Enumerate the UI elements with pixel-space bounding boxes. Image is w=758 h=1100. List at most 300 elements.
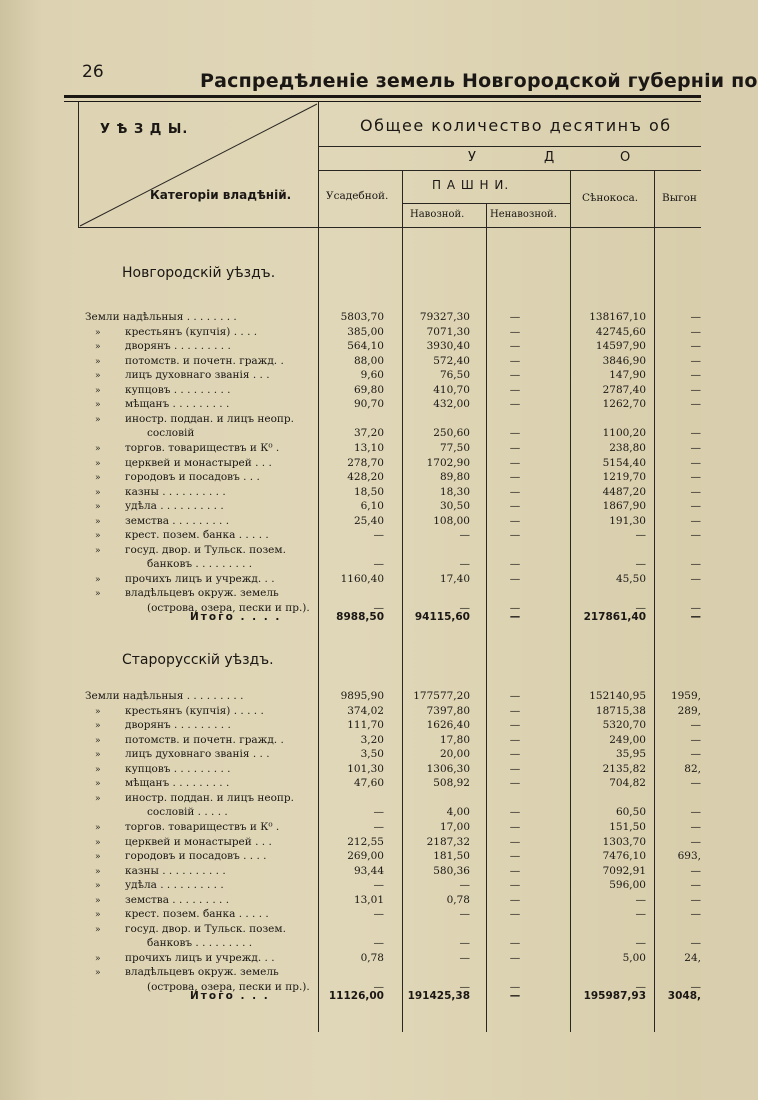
table-cell: — bbox=[509, 762, 521, 775]
row-label-text: (острова, озера, пески и пр.). bbox=[147, 602, 310, 614]
table-row bbox=[0, 514, 701, 529]
table-cell: — bbox=[690, 602, 701, 614]
table-cell: 42745,60 bbox=[595, 325, 646, 338]
table-row bbox=[0, 354, 701, 369]
table-cell: 24, bbox=[684, 951, 701, 964]
table-cell: — bbox=[509, 340, 521, 353]
table-cell: 7092,91 bbox=[602, 864, 646, 877]
table-cell: — bbox=[690, 879, 701, 892]
table-row bbox=[0, 485, 701, 500]
ditto-mark-icon: » bbox=[95, 458, 101, 469]
table-cell: — bbox=[690, 471, 701, 484]
ditto-mark-icon: » bbox=[95, 953, 101, 964]
table-cell: — bbox=[509, 514, 521, 527]
row-label-text: сословій bbox=[147, 427, 195, 440]
ditto-mark-icon: » bbox=[95, 750, 101, 761]
table-cell: — bbox=[635, 529, 646, 542]
table-row bbox=[0, 572, 701, 587]
table-cell: — bbox=[690, 733, 701, 746]
table-cell: 177577,20 bbox=[413, 690, 470, 702]
table-cell: 269,00 bbox=[347, 850, 384, 863]
pashni-header: П А Ш Н И. bbox=[432, 178, 510, 192]
ditto-mark-icon: » bbox=[95, 895, 101, 906]
table-cell: — bbox=[635, 602, 646, 614]
row-label-text: сословій . . . . . bbox=[147, 806, 228, 819]
row-label-text: мѣщанъ . . . . . . . . . bbox=[125, 777, 230, 790]
navoznoy-header: Навозной. bbox=[410, 209, 465, 220]
table-row bbox=[0, 805, 701, 820]
table-cell: — bbox=[509, 398, 521, 411]
ditto-mark-icon: » bbox=[95, 779, 101, 790]
table-cell: 89,80 bbox=[439, 471, 470, 484]
table-row bbox=[0, 849, 701, 864]
table-row bbox=[0, 325, 701, 340]
table-cell: 289, bbox=[677, 704, 701, 717]
ditto-mark-icon: » bbox=[95, 881, 101, 892]
table-cell: 1867,90 bbox=[602, 500, 646, 513]
row-label bbox=[95, 805, 327, 820]
row-label-text: казны . . . . . . . . . . bbox=[125, 485, 226, 498]
table-cell: 693, bbox=[677, 850, 701, 863]
row-label-text: церквей и монастырей . . . bbox=[125, 456, 272, 469]
table-cell: 17,80 bbox=[439, 733, 470, 746]
table-cell: — bbox=[509, 806, 521, 819]
total-desyatin-header: Общее количество десятинъ об bbox=[360, 116, 672, 135]
table-cell: 1303,70 bbox=[602, 835, 646, 848]
table-cell: — bbox=[509, 427, 521, 440]
table-cell: 111,70 bbox=[347, 719, 384, 732]
total-cell: 3048, bbox=[667, 990, 701, 1002]
table-cell: 151,50 bbox=[609, 820, 646, 833]
table-cell: 77,50 bbox=[439, 441, 470, 454]
table-cell: — bbox=[459, 558, 470, 571]
ditto-mark-icon: » bbox=[95, 822, 101, 833]
total-cell: 217861,40 bbox=[583, 611, 646, 623]
table-cell: 35,95 bbox=[615, 748, 646, 761]
table-cell: — bbox=[690, 369, 701, 382]
table-cell: 1306,30 bbox=[426, 762, 470, 775]
table-cell: — bbox=[690, 864, 701, 877]
table-cell: — bbox=[690, 937, 701, 950]
table-cell: 2787,40 bbox=[602, 383, 646, 396]
table-cell: 101,30 bbox=[347, 762, 384, 775]
total-label: Итого . . . . bbox=[190, 611, 282, 623]
table-cell: — bbox=[509, 471, 521, 484]
row-label-text: иностр. поддан. и лицъ неопр. bbox=[125, 412, 294, 425]
table-row bbox=[0, 951, 701, 966]
table-row bbox=[0, 776, 701, 791]
row-label-text: городовъ и посадовъ . . . . bbox=[125, 850, 267, 863]
row-label-text: крестьянъ (купчія) . . . . . bbox=[125, 704, 264, 717]
table-row bbox=[0, 864, 701, 879]
row-label-text: мѣщанъ . . . . . . . . . bbox=[125, 398, 230, 411]
table-row bbox=[0, 557, 701, 572]
table-cell: — bbox=[459, 951, 470, 964]
table-cell: 181,50 bbox=[433, 850, 470, 863]
table-cell: — bbox=[373, 806, 384, 819]
nenavoznoy-header: Ненавозной. bbox=[490, 209, 557, 220]
table-cell: 17,00 bbox=[439, 820, 470, 833]
row-label-text: дворянъ . . . . . . . . . bbox=[125, 719, 231, 732]
table-cell: — bbox=[690, 456, 701, 469]
table-cell: 152140,95 bbox=[589, 690, 646, 702]
table-row bbox=[0, 762, 701, 777]
table-cell: — bbox=[509, 748, 521, 761]
table-cell: 3,20 bbox=[360, 733, 384, 746]
table-cell: — bbox=[509, 311, 521, 323]
table-cell: — bbox=[690, 908, 701, 921]
table-cell: 138167,10 bbox=[589, 311, 646, 323]
table-cell: — bbox=[509, 719, 521, 732]
table-row bbox=[0, 397, 701, 412]
table-cell: 4487,20 bbox=[602, 485, 646, 498]
row-label-text: удѣла . . . . . . . . . . bbox=[125, 500, 224, 513]
table-cell: — bbox=[373, 529, 384, 542]
table-cell: — bbox=[690, 529, 701, 542]
table-row bbox=[0, 791, 701, 806]
ditto-mark-icon: » bbox=[95, 516, 101, 527]
table-cell: 212,55 bbox=[347, 835, 384, 848]
table-row bbox=[0, 835, 701, 850]
table-cell: 18715,38 bbox=[595, 704, 646, 717]
table-cell: 90,70 bbox=[353, 398, 384, 411]
table-cell: — bbox=[509, 690, 521, 702]
table-row bbox=[0, 456, 701, 471]
ditto-mark-icon: » bbox=[95, 589, 101, 600]
table-cell: — bbox=[509, 383, 521, 396]
table-row bbox=[0, 586, 701, 601]
table-cell: 9,60 bbox=[360, 369, 384, 382]
table-row bbox=[0, 470, 701, 485]
table-cell: 5154,40 bbox=[602, 456, 646, 469]
table-cell: 374,02 bbox=[347, 704, 384, 717]
table-cell: — bbox=[509, 864, 521, 877]
table-row bbox=[0, 499, 701, 514]
table-cell: — bbox=[690, 441, 701, 454]
table-cell: 596,00 bbox=[609, 879, 646, 892]
table-row bbox=[0, 528, 701, 543]
table-cell: 5803,70 bbox=[340, 311, 384, 323]
table-row bbox=[0, 878, 701, 893]
table-row bbox=[0, 893, 701, 908]
row-label-text: лицъ духовнаго званія . . . bbox=[125, 369, 270, 382]
table-cell: 37,20 bbox=[353, 427, 384, 440]
table-cell: — bbox=[509, 354, 521, 367]
table-cell: — bbox=[509, 777, 521, 790]
table-cell: — bbox=[373, 558, 384, 571]
table-cell: 69,80 bbox=[353, 383, 384, 396]
row-label-text: церквей и монастырей . . . bbox=[125, 835, 272, 848]
table-cell: 250,60 bbox=[433, 427, 470, 440]
table-cell: — bbox=[690, 500, 701, 513]
ditto-mark-icon: » bbox=[95, 574, 101, 585]
row-label-text: крест. позем. банка . . . . . bbox=[125, 908, 269, 921]
table-cell: 1626,40 bbox=[426, 719, 470, 732]
table-cell: 9895,90 bbox=[340, 690, 384, 702]
table-cell: — bbox=[509, 456, 521, 469]
table-row bbox=[0, 907, 701, 922]
table-cell: — bbox=[690, 340, 701, 353]
table-cell: 5320,70 bbox=[602, 719, 646, 732]
table-row bbox=[0, 383, 701, 398]
table-cell: — bbox=[690, 354, 701, 367]
table-row bbox=[0, 426, 701, 441]
row-label-text: иностр. поддан. и лицъ неопр. bbox=[125, 791, 294, 804]
table-row bbox=[0, 965, 701, 980]
table-cell: 5,00 bbox=[622, 951, 646, 964]
table-cell: — bbox=[690, 981, 701, 993]
table-cell: — bbox=[690, 558, 701, 571]
table-cell: — bbox=[509, 893, 521, 906]
table-cell: 3846,90 bbox=[602, 354, 646, 367]
section-title: Старорусскій уѣздъ. bbox=[122, 652, 274, 668]
ditto-mark-icon: » bbox=[95, 400, 101, 411]
uezdy-header: У Ѣ З Д Ы. bbox=[100, 122, 189, 137]
table-cell: 18,30 bbox=[439, 485, 470, 498]
table-cell: 1219,70 bbox=[602, 471, 646, 484]
table-cell: 7071,30 bbox=[426, 325, 470, 338]
table-cell: — bbox=[373, 937, 384, 950]
table-cell: 238,80 bbox=[609, 441, 646, 454]
ditto-mark-icon: » bbox=[95, 721, 101, 732]
table-cell: — bbox=[690, 893, 701, 906]
page-number: 26 bbox=[82, 62, 104, 82]
table-cell: 564,10 bbox=[347, 340, 384, 353]
ditto-mark-icon: » bbox=[95, 327, 101, 338]
table-cell: 410,70 bbox=[433, 383, 470, 396]
ditto-mark-icon: » bbox=[95, 531, 101, 542]
page-title: Распредѣленіе земель Новгородской губерніи по bbox=[200, 70, 758, 92]
table-row bbox=[0, 820, 701, 835]
row-label bbox=[85, 310, 317, 325]
table-cell: — bbox=[690, 325, 701, 338]
table-row bbox=[0, 747, 701, 762]
table-cell: 93,44 bbox=[353, 864, 384, 877]
row-label-text: госуд. двор. и Тульск. позем. bbox=[125, 922, 286, 935]
table-cell: — bbox=[459, 937, 470, 950]
table-cell: 1262,70 bbox=[602, 398, 646, 411]
row-label-text: прочихъ лицъ и учрежд. . . bbox=[125, 951, 275, 964]
table-cell: — bbox=[459, 602, 470, 614]
ditto-mark-icon: » bbox=[95, 866, 101, 877]
table-cell: 6,10 bbox=[360, 500, 384, 513]
table-cell: — bbox=[509, 981, 521, 993]
table-cell: — bbox=[373, 602, 384, 614]
ditto-mark-icon: » bbox=[95, 502, 101, 513]
ditto-mark-icon: » bbox=[95, 414, 101, 425]
table-cell: — bbox=[509, 325, 521, 338]
row-label-text: госуд. двор. и Тульск. позем. bbox=[125, 543, 286, 556]
ditto-mark-icon: » bbox=[95, 487, 101, 498]
table-cell: — bbox=[459, 908, 470, 921]
table-cell: 0,78 bbox=[446, 893, 470, 906]
table-cell: — bbox=[509, 835, 521, 848]
ditto-mark-icon: » bbox=[95, 473, 101, 484]
ditto-mark-icon: » bbox=[95, 837, 101, 848]
row-label-text: банковъ . . . . . . . . . bbox=[147, 558, 253, 571]
udo-letter: У bbox=[468, 150, 476, 165]
table-cell: — bbox=[690, 398, 701, 411]
total-cell: 94115,60 bbox=[414, 611, 470, 623]
table-cell: — bbox=[509, 850, 521, 863]
table-cell: — bbox=[373, 820, 384, 833]
table-row bbox=[0, 368, 701, 383]
table-cell: 17,40 bbox=[439, 572, 470, 585]
table-cell: — bbox=[690, 777, 701, 790]
table-cell: — bbox=[509, 820, 521, 833]
table-cell: 432,00 bbox=[433, 398, 470, 411]
table-cell: — bbox=[690, 820, 701, 833]
table-cell: 572,40 bbox=[433, 354, 470, 367]
table-cell: 1959, bbox=[670, 690, 701, 702]
table-cell: — bbox=[690, 835, 701, 848]
table-cell: — bbox=[509, 485, 521, 498]
table-cell: 278,70 bbox=[347, 456, 384, 469]
table-cell: 428,20 bbox=[347, 471, 384, 484]
row-label-text: владѣльцевъ окруж. земель bbox=[125, 587, 279, 600]
categories-header: Категоріи владѣній. bbox=[150, 188, 292, 202]
table-cell: 76,50 bbox=[439, 369, 470, 382]
table-cell: 60,50 bbox=[615, 806, 646, 819]
table-row bbox=[0, 310, 701, 325]
usadebnoy-header: Усадебной. bbox=[326, 190, 389, 202]
table-row bbox=[0, 733, 701, 748]
table-cell: 0,78 bbox=[360, 951, 384, 964]
table-cell: — bbox=[635, 893, 646, 906]
ditto-mark-icon: » bbox=[95, 924, 101, 935]
table-cell: — bbox=[690, 748, 701, 761]
row-label-text: Земли надѣльныя . . . . . . . . . bbox=[85, 690, 244, 702]
table-cell: — bbox=[373, 908, 384, 921]
table-cell: — bbox=[509, 441, 521, 454]
row-label-text: крестьянъ (купчія) . . . . bbox=[125, 325, 258, 338]
row-label-text: казны . . . . . . . . . . bbox=[125, 864, 226, 877]
table-row bbox=[0, 543, 701, 558]
row-label-text: купцовъ . . . . . . . . . bbox=[125, 762, 231, 775]
table-cell: — bbox=[509, 369, 521, 382]
total-cell: 11126,00 bbox=[328, 990, 384, 1002]
table-cell: — bbox=[459, 879, 470, 892]
total-cell: 195987,93 bbox=[583, 990, 646, 1002]
table-cell: 7476,10 bbox=[602, 850, 646, 863]
table-cell: 79327,30 bbox=[419, 311, 470, 323]
table-cell: — bbox=[635, 558, 646, 571]
total-label: Итого . . . bbox=[190, 990, 270, 1002]
table-cell: 508,92 bbox=[433, 777, 470, 790]
udo-letter: О bbox=[620, 150, 631, 165]
table-cell: — bbox=[690, 514, 701, 527]
table-cell: 47,60 bbox=[353, 777, 384, 790]
table-cell: — bbox=[509, 572, 521, 585]
table-cell: — bbox=[509, 937, 521, 950]
ditto-mark-icon: » bbox=[95, 545, 101, 556]
table-cell: 13,01 bbox=[353, 893, 384, 906]
ditto-mark-icon: » bbox=[95, 735, 101, 746]
row-label-text: Земли надѣльныя . . . . . . . . bbox=[85, 311, 237, 323]
row-label-text: потомств. и почетн. гражд. . bbox=[125, 354, 284, 367]
table-cell: — bbox=[690, 427, 701, 440]
ditto-mark-icon: » bbox=[95, 706, 101, 717]
row-label-text: торгов. товариществъ и К⁰ . bbox=[125, 820, 280, 833]
table-cell: — bbox=[373, 981, 384, 993]
senokosa-header: Сѣнокоса. bbox=[582, 192, 639, 204]
table-cell: — bbox=[509, 879, 521, 892]
ditto-mark-icon: » bbox=[95, 910, 101, 921]
table-cell: — bbox=[690, 485, 701, 498]
table-row bbox=[0, 689, 701, 704]
total-cell: 191425,38 bbox=[407, 990, 470, 1002]
table-cell: 385,00 bbox=[347, 325, 384, 338]
total-row bbox=[0, 610, 701, 625]
table-cell: — bbox=[690, 572, 701, 585]
table-cell: 3930,40 bbox=[426, 340, 470, 353]
table-row bbox=[0, 441, 701, 456]
row-label-text: лицъ духовнаго званія . . . bbox=[125, 748, 270, 761]
row-label-text: городовъ и посадовъ . . . bbox=[125, 471, 260, 484]
table-cell: — bbox=[690, 383, 701, 396]
table-cell: 4,00 bbox=[446, 806, 470, 819]
vygon-header: Выгон bbox=[662, 192, 697, 204]
table-cell: 191,30 bbox=[609, 514, 646, 527]
table-cell: — bbox=[509, 529, 521, 542]
table-cell: — bbox=[690, 806, 701, 819]
table-cell: — bbox=[509, 500, 521, 513]
table-cell: 1100,20 bbox=[602, 427, 646, 440]
table-row bbox=[0, 936, 701, 951]
table-row bbox=[0, 412, 701, 427]
ditto-mark-icon: » bbox=[95, 342, 101, 353]
row-label bbox=[95, 936, 327, 951]
table-cell: — bbox=[509, 951, 521, 964]
total-row bbox=[0, 989, 701, 1004]
row-label-text: крест. позем. банка . . . . . bbox=[125, 529, 269, 542]
table-row bbox=[0, 704, 701, 719]
row-label-text: владѣльцевъ окруж. земель bbox=[125, 966, 279, 979]
row-label-text: банковъ . . . . . . . . . bbox=[147, 937, 253, 950]
table-cell: — bbox=[635, 937, 646, 950]
table-cell: 88,00 bbox=[353, 354, 384, 367]
table-cell: 2187,32 bbox=[426, 835, 470, 848]
table-cell: — bbox=[635, 981, 646, 993]
table-cell: — bbox=[459, 981, 470, 993]
row-label-text: купцовъ . . . . . . . . . bbox=[125, 383, 231, 396]
table-cell: 18,50 bbox=[353, 485, 384, 498]
table-cell: — bbox=[690, 719, 701, 732]
table-cell: 82, bbox=[684, 762, 701, 775]
total-cell: 8988,50 bbox=[336, 611, 384, 623]
ditto-mark-icon: » bbox=[95, 371, 101, 382]
ditto-mark-icon: » bbox=[95, 852, 101, 863]
row-label bbox=[95, 557, 327, 572]
row-label bbox=[95, 426, 327, 441]
row-label-text: (острова, озера, пески и пр.). bbox=[147, 981, 310, 993]
table-row bbox=[0, 718, 701, 733]
table-cell: 14597,90 bbox=[595, 340, 646, 353]
table-row bbox=[0, 339, 701, 354]
table-cell: — bbox=[459, 529, 470, 542]
table-cell: 147,90 bbox=[609, 369, 646, 382]
table-cell: — bbox=[509, 558, 521, 571]
table-cell: — bbox=[509, 733, 521, 746]
table-cell: 3,50 bbox=[360, 748, 384, 761]
table-cell: 13,10 bbox=[353, 441, 384, 454]
row-label-text: земства . . . . . . . . . bbox=[125, 514, 230, 527]
ditto-mark-icon: » bbox=[95, 793, 101, 804]
table-cell: — bbox=[373, 879, 384, 892]
table-cell: 2135,82 bbox=[602, 762, 646, 775]
row-label-text: дворянъ . . . . . . . . . bbox=[125, 340, 231, 353]
ditto-mark-icon: » bbox=[95, 443, 101, 454]
